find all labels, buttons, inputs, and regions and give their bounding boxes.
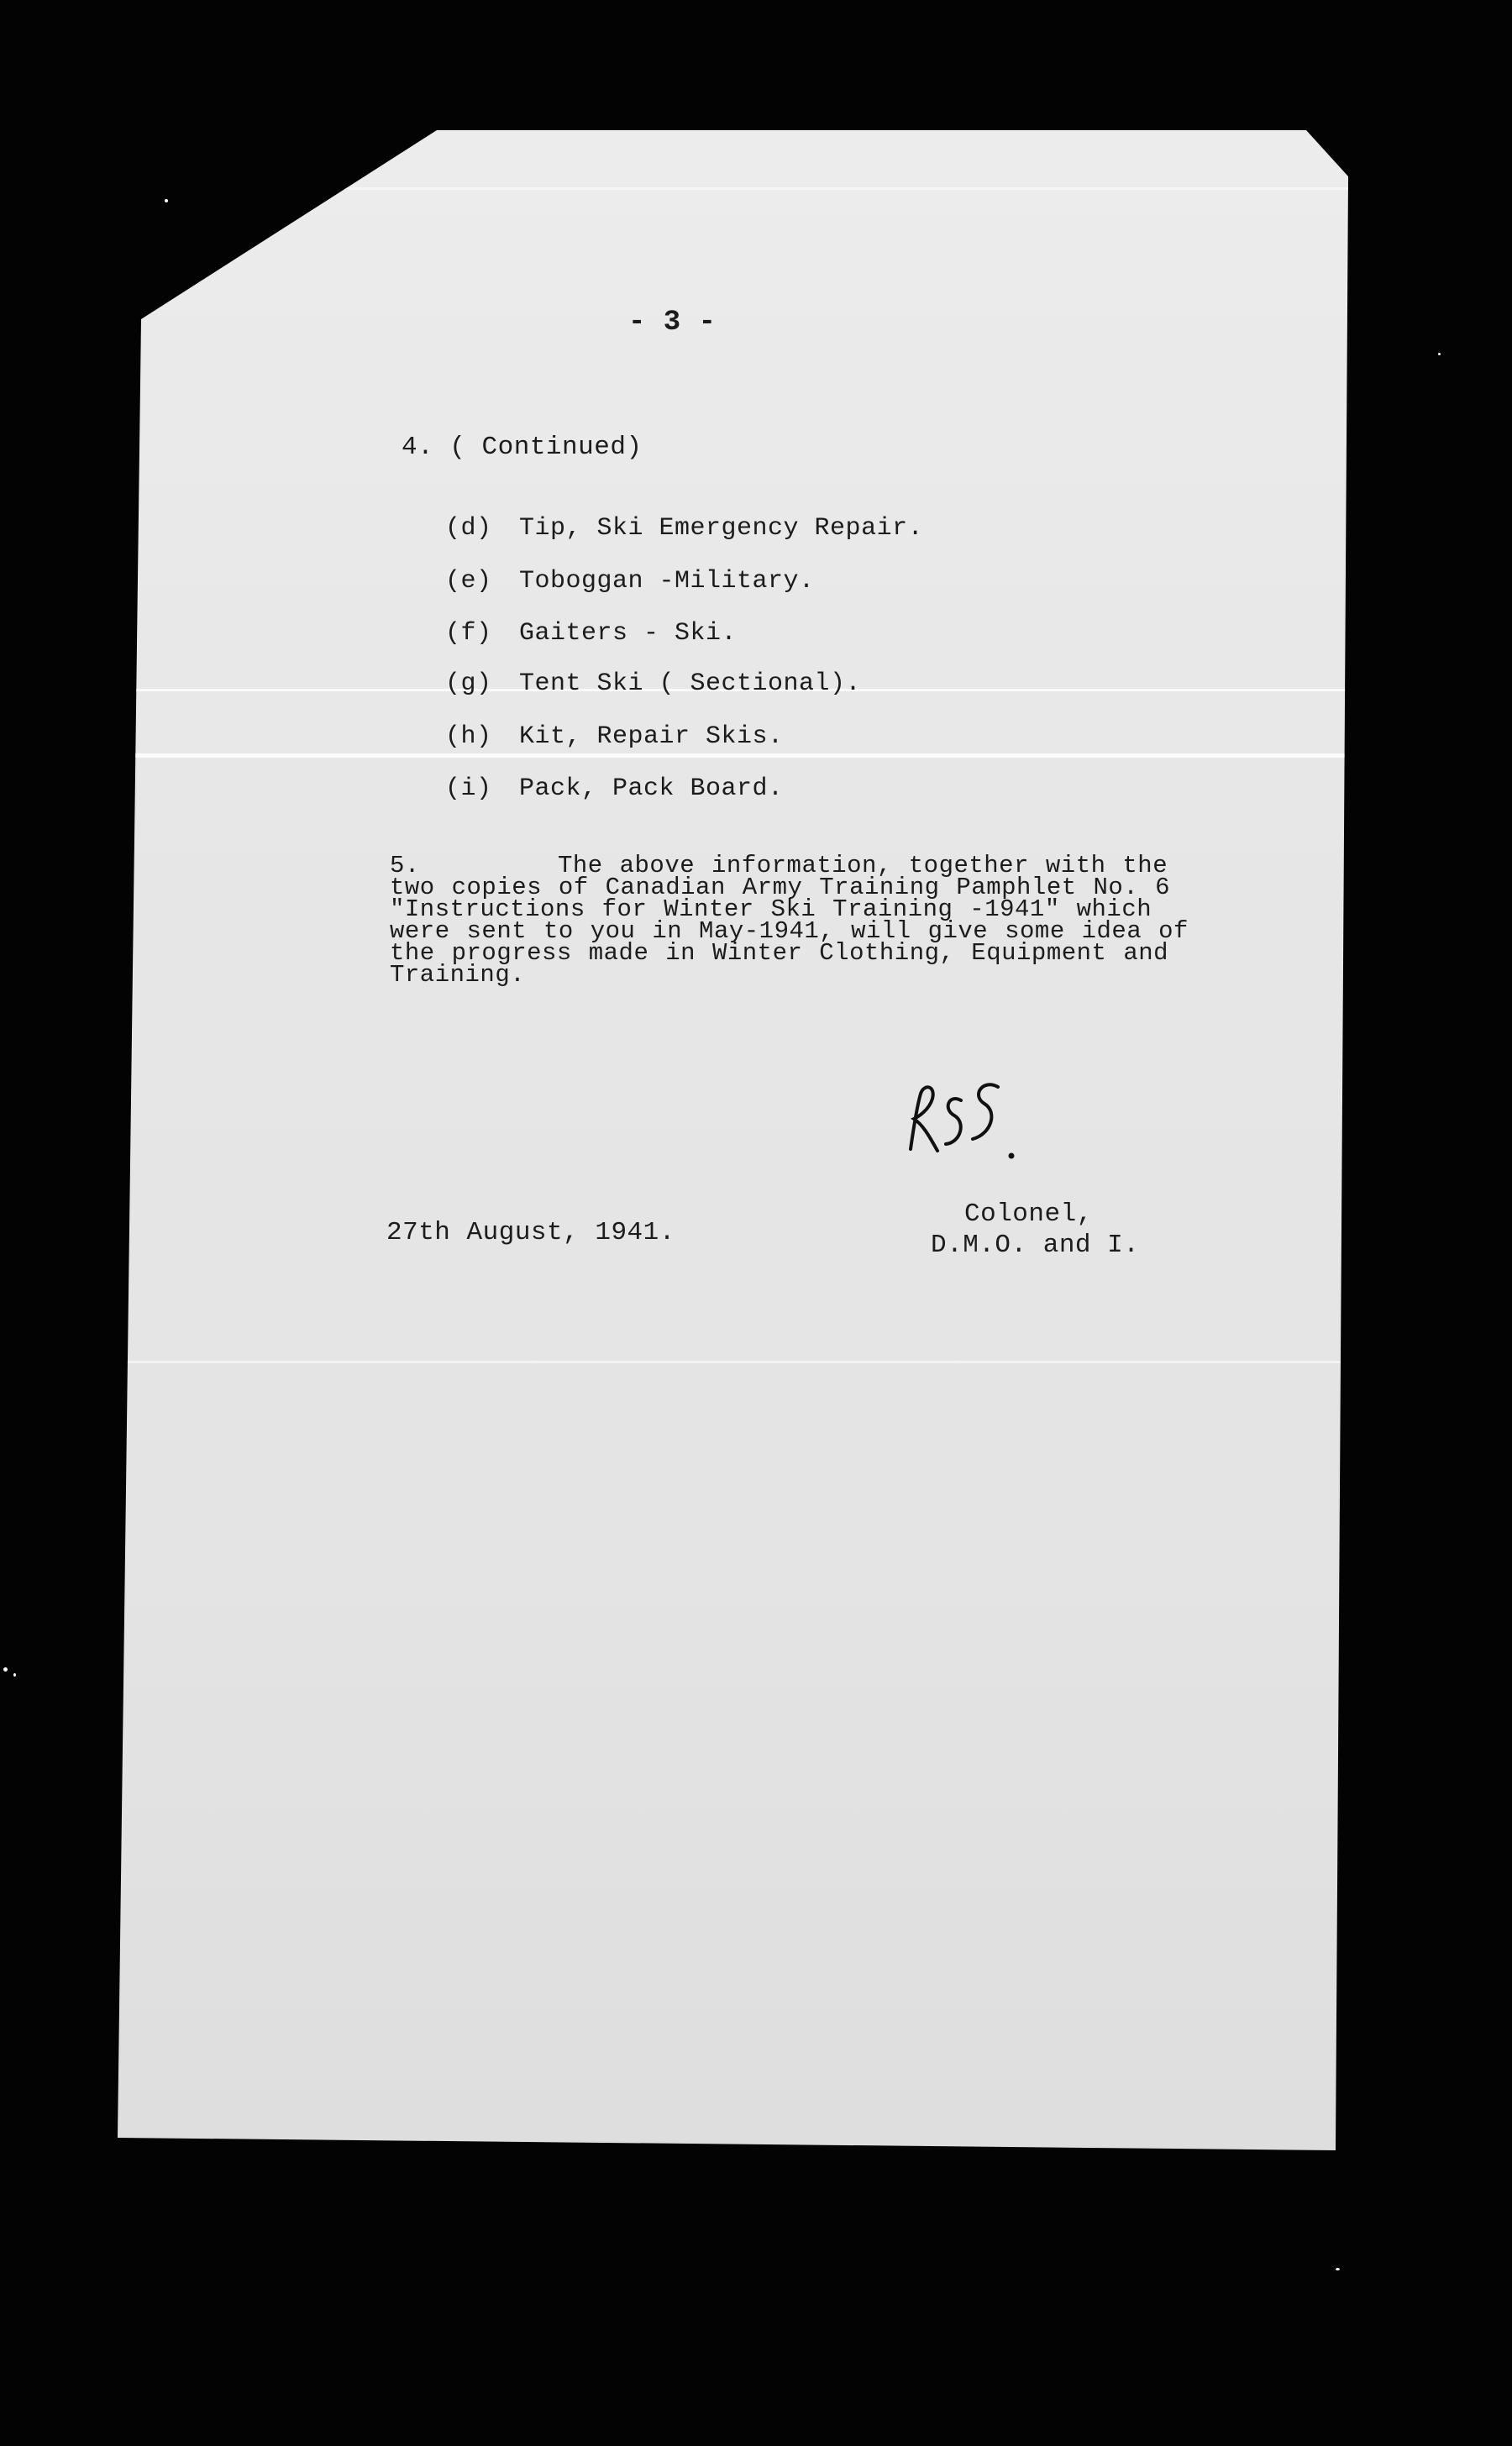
list-item	[445, 567, 815, 596]
list-item-text: Gaiters - Ski.	[519, 619, 738, 648]
list-item-label: (f)	[445, 619, 492, 648]
dust-speck	[165, 199, 168, 202]
list-item	[445, 514, 923, 543]
closing-paragraph	[390, 852, 1196, 989]
paragraph-number: 5.	[390, 852, 420, 879]
document-date: 27th August, 1941.	[386, 1218, 675, 1247]
list-item-text: Pack, Pack Board.	[519, 774, 784, 803]
page-number: - 3 -	[628, 307, 717, 339]
dust-speck	[1336, 2268, 1340, 2270]
handwritten-signature	[899, 1075, 1025, 1168]
dust-speck	[1438, 353, 1441, 355]
paragraph-text: The above information, together with the two copies of Canadian Army Training Pamphlet No. 6 "Instructions for Winter Ski Training -1941" which were sent to you in May-1941, will give some idea of the progress made in Winter Clothing, Equipment and Training.	[390, 852, 1189, 989]
dust-speck	[3, 1667, 8, 1672]
list-item	[445, 669, 861, 698]
list-item-label: (d)	[445, 514, 492, 543]
list-item-text: Tip, Ski Emergency Repair.	[519, 514, 924, 543]
page-crease	[118, 753, 1348, 758]
list-item-label: (g)	[445, 669, 492, 698]
signatory-rank: Colonel,	[964, 1199, 1093, 1229]
document-page	[118, 130, 1348, 2150]
list-item-label: (h)	[445, 722, 492, 751]
list-item-text: Kit, Repair Skis.	[519, 722, 784, 751]
list-item-text: Tent Ski ( Sectional).	[519, 669, 862, 698]
list-item-text: Toboggan -Military.	[519, 567, 815, 596]
page-crease	[118, 1361, 1348, 1363]
list-item	[445, 722, 784, 751]
dust-speck	[13, 1673, 16, 1677]
signatory-office: D.M.O. and I.	[931, 1231, 1140, 1260]
list-item	[445, 619, 737, 648]
list-item	[445, 774, 784, 803]
list-item-label: (i)	[445, 774, 492, 803]
list-item-label: (e)	[445, 567, 492, 596]
section-heading: 4. ( Continued)	[402, 433, 643, 462]
